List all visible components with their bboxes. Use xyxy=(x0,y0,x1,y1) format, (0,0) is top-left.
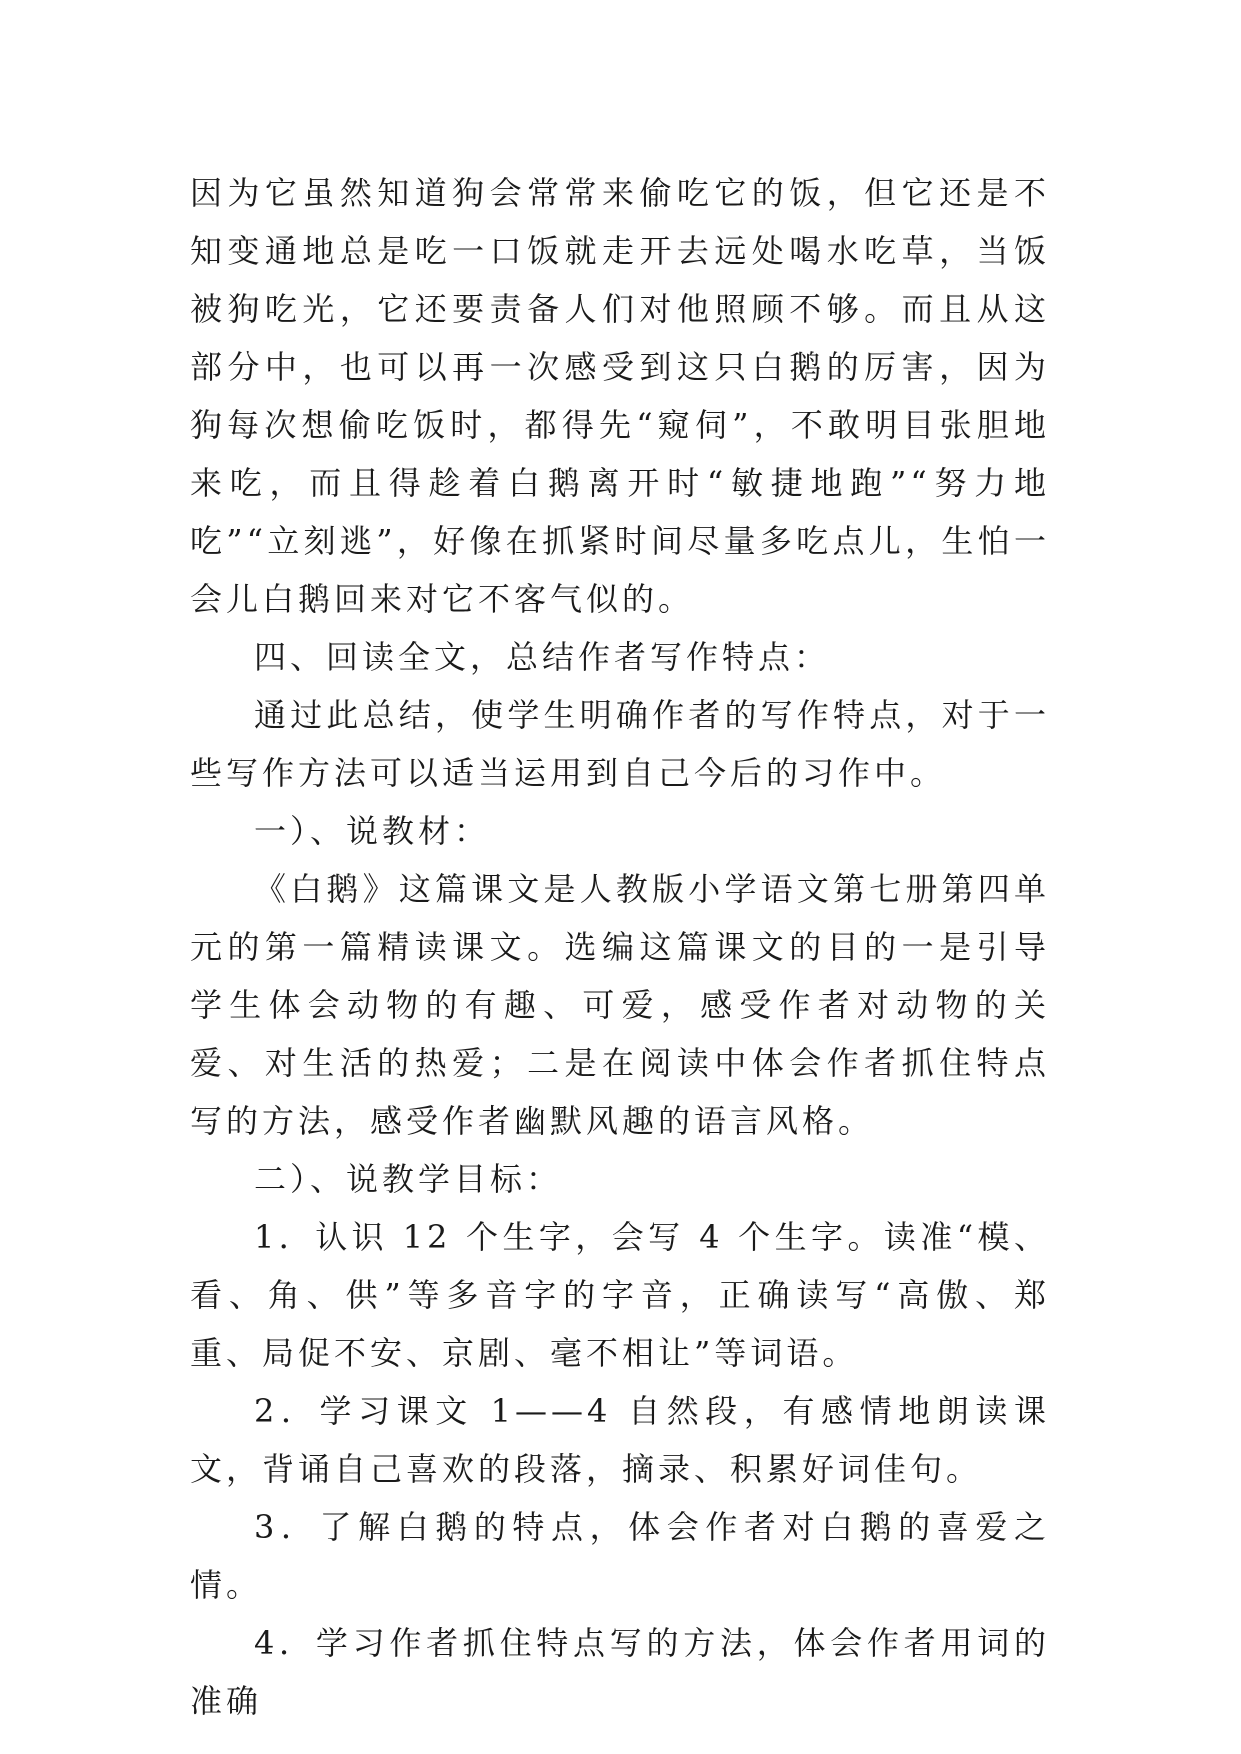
paragraph-4-heading: 一）、说教材： xyxy=(254,812,491,850)
paragraph-9-goal-3: 3．了解白鹅的特点，体会作者对白鹅的喜爱之情。 xyxy=(190,1508,1050,1604)
paragraph-1: 因为它虽然知道狗会常常来偷吃它的饭，但它还是不知变通地总是吃一口饭就走开去远处喝水吃草，当饭被狗吃光，它还要责备人们对他照顾不够。而且从这部分中，也可以再一次感受到这只白鹅的厉害，因为狗每次想偷吃饭时，都得先“窥伺”，不敢明目张胆地来吃，而且得趁着白鹅离开时“敏捷地跑”“努力地吃”“立刻逃”，好像在抓紧时间尽量多吃点儿，生怕一会儿白鹅回来对它不客气似的。 xyxy=(190,174,1050,618)
paragraph-2-heading: 四、回读全文，总结作者写作特点： xyxy=(254,638,831,676)
paragraph-3: 通过此总结，使学生明确作者的写作特点，对于一些写作方法可以适当运用到自己今后的习作中。 xyxy=(190,696,1050,792)
paragraph-10-goal-4: 4．学习作者抓住特点写的方法，体会作者用词的准确 xyxy=(190,1624,1050,1720)
document-body xyxy=(190,164,1050,1730)
paragraph-7-goal-1: 1．认识 12 个生字，会写 4 个生字。读准“模、看、角、供”等多音字的字音，正确读写“高傲、郑重、局促不安、京剧、毫不相让”等词语。 xyxy=(190,1218,1050,1372)
paragraph-5: 《白鹅》这篇课文是人教版小学语文第七册第四单元的第一篇精读课文。选编这篇课文的目的一是引导学生体会动物的有趣、可爱，感受作者对动物的关爱、对生活的热爱；二是在阅读中体会作者抓住特点写的方法，感受作者幽默风趣的语言风格。 xyxy=(190,870,1050,1140)
paragraph-6-heading: 二）、说教学目标： xyxy=(254,1160,563,1198)
paragraph-8-goal-2: 2．学习课文 1——4 自然段，有感情地朗读课文，背诵自己喜欢的段落，摘录、积累好词佳句。 xyxy=(190,1392,1050,1488)
